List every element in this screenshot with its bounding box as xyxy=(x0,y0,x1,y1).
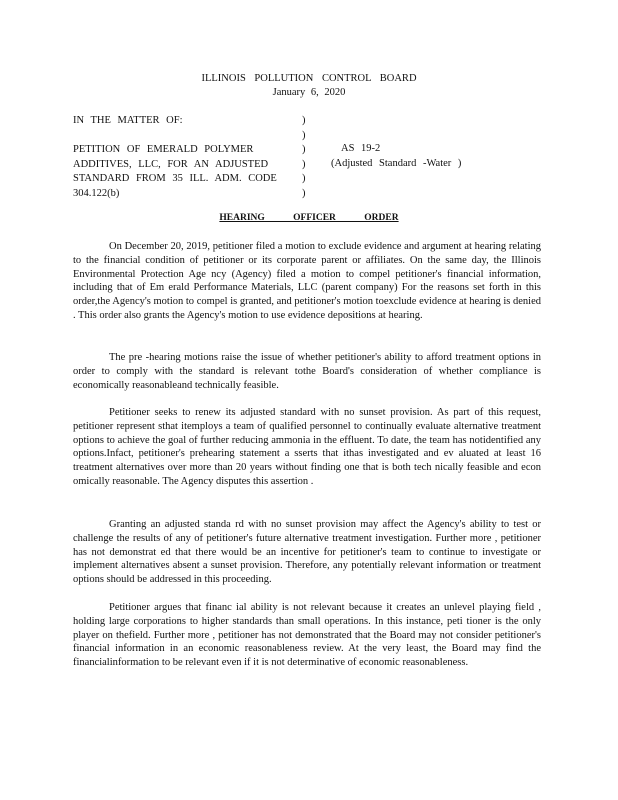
order-title-text: HEARING OFFICER ORDER xyxy=(219,213,399,223)
paren: ) xyxy=(302,187,306,199)
paragraph-text: Granting an adjusted standa rd with no sunset provision may affect the Agency's ability to test or challenge the results of any of petitioner's future alternative treatment investigation. Further more , petitioner has not demonstrat ed that there would be an incentive for petitioner's team to continue to investigate or implement alternatives absent a sunset provision. Therefore, any potentially relevant information or treatment options should be addressed in this proceeding. xyxy=(73,519,541,586)
paragraph-2 xyxy=(73,351,541,392)
case-number: AS 19-2 xyxy=(341,143,381,154)
caption-line: PETITION OF EMERALD POLYMER xyxy=(73,144,254,155)
caption-line xyxy=(73,129,298,144)
paren: ) xyxy=(302,158,306,170)
paragraph-text: Petitioner argues that financ ial ability is not relevant because it creates an unlevel playing field , holding large corporations to higher standards than small operations. In this instance, peti tioner is the only player on thefield. Further more , petitioner has not demonstrated that the Board may not consider petitioner's financial information in an economic reasonableness review. At the very least, the Board may find the financialinformation to be relevant even if it is not determinative of economic reasonableness. xyxy=(73,602,541,669)
order-title xyxy=(0,213,618,223)
paragraph-1 xyxy=(73,240,541,323)
paren: ) xyxy=(302,129,306,141)
paragraph-4 xyxy=(73,518,541,587)
paragraph-text: On December 20, 2019, petitioner filed a motion to exclude evidence and argument at hearing relating to the financial condition of petitioner or its corporate parent or affiliates. On the same day, the Illinois Environmental Protection Age ncy (Agency) filed a motion to compel petitioner's financial information, including that of Em erald Performance Materials, LLC (parent company) For the reasons set forth in this order,the Agency's motion to compel is granted, and petitioner's motion toexclude evidence at hearing is denied . This order also grants the Agency's motion to use evidence depositions at hearing. xyxy=(73,241,541,321)
paren: ) xyxy=(302,115,306,126)
paragraph-3 xyxy=(73,406,541,489)
paragraph-text: Petitioner seeks to renew its adjusted standard with no sunset provision. As part of this request, petitioner represent sthat itemploys a team of qualified personnel to continually evaluate alternative treatment options to achieve the goal of further reducing ammonia in the effluent. To date, the team has notidentified any options.Infact, petitioner's prehearing statement a sserts that ithas investigated and ev aluated at least 16 treatment alternatives over more than 20 years without finding one that is both tech nically feasible and econ omically reasonable. The Agency disputes this assertion . xyxy=(73,407,541,487)
order-date: January 6, 2020 xyxy=(272,87,346,98)
caption-line: IN THE MATTER OF: xyxy=(73,115,183,126)
paragraph-text: The pre -hearing motions raise the issue of whether petitioner's ability to afford treatment options in order to comply with the standard is relevant tothe Board's consideration of whether compliance is economically reasonableand technically feasible. xyxy=(73,352,541,391)
paren: ) xyxy=(302,144,306,155)
caption-line: 304.122(b) xyxy=(73,187,120,199)
paren: ) xyxy=(302,173,306,184)
caption-parties xyxy=(73,114,298,201)
caption-line: STANDARD FROM 35 ILL. ADM. CODE xyxy=(73,173,277,184)
case-info xyxy=(331,142,531,171)
caption-line: ADDITIVES, LLC, FOR AN ADJUSTED xyxy=(73,158,269,170)
caption-parentheses xyxy=(302,114,312,201)
paragraph-5 xyxy=(73,601,541,670)
case-type: (Adjusted Standard -Water ) xyxy=(331,157,462,169)
board-name: ILLINOIS POLLUTION CONTROL BOARD xyxy=(201,73,417,84)
